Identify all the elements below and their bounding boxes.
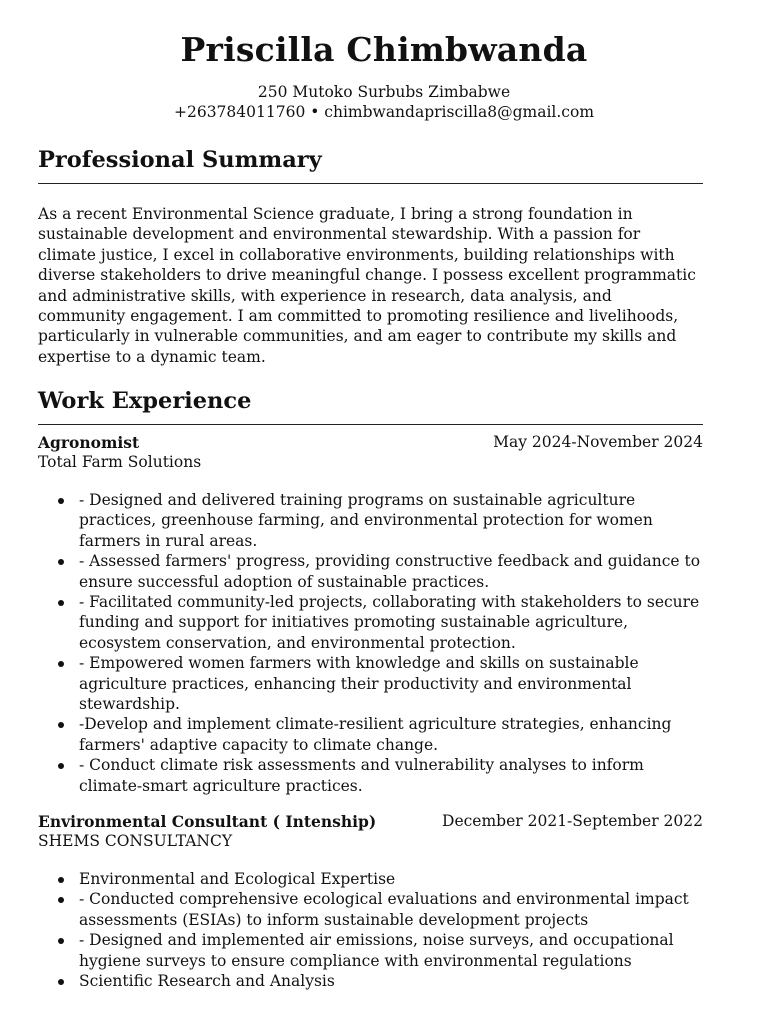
experience-divider [38, 424, 703, 425]
summary-text: As a recent Environmental Science graduate, I bring a strong foundation in sustainable development and environmental stewardship. With a passion for climate justice, I excel in collaborative environments, building relationships with diverse stakeholders to drive meaningful change. I possess excellent programmatic and administrative skills, with experience in research, data analysis, and community engagement. I am committed to promoting resilience and livelihoods, particularly in vulnerable communities, and am eager to contribute my skills and expertise to a dynamic team. [38, 205, 696, 366]
list-item [38, 971, 703, 991]
bullet-icon [58, 600, 64, 606]
job-bullet-list [38, 490, 703, 796]
bullet-icon [58, 938, 64, 944]
job-company: Total Farm Solutions [38, 453, 202, 471]
bullet-text: - Conduct climate risk assessments and vulnerability analyses to inform climate-smart agriculture practices. [79, 756, 644, 795]
list-item [38, 592, 703, 653]
job-dates: December 2021-September 2022 [442, 812, 703, 830]
bullet-text: - Facilitated community-led projects, collaborating with stakeholders to secure funding and support for initiatives promoting sustainable agriculture, ecosystem conservation, and environmental protection. [79, 593, 700, 652]
experience-heading: Work Experience [38, 388, 252, 414]
bullet-text: - Assessed farmers' progress, providing constructive feedback and guidance to ensure successful adoption of sustainable practices. [79, 552, 701, 591]
bullet-icon [58, 763, 64, 769]
summary-divider [38, 183, 703, 184]
list-item [38, 653, 703, 714]
bullet-text: - Empowered women farmers with knowledge and skills on sustainable agriculture practices, enhancing their productivity and environmental stewardship. [79, 654, 639, 714]
list-item [38, 490, 703, 551]
list-item [38, 714, 703, 755]
phone-email-line: +263784011760 • chimbwandapriscilla8@gmail.com [173, 103, 595, 121]
candidate-name: Priscilla Chimbwanda [180, 30, 588, 69]
address-line: 250 Mutoko Surbubs Zimbabwe [257, 83, 511, 101]
job-bullet-list [38, 869, 703, 991]
bullet-text: - Designed and implemented air emissions, noise surveys, and occupational hygiene surveys to ensure compliance with environmental regulations [79, 931, 674, 970]
bullet-icon [58, 498, 64, 504]
summary-heading: Professional Summary [38, 147, 322, 173]
list-item [38, 869, 703, 889]
list-item [38, 755, 703, 796]
bullet-icon [58, 661, 64, 667]
bullet-icon [58, 559, 64, 565]
list-item [38, 889, 703, 930]
bullet-icon [58, 722, 64, 728]
bullet-text: - Designed and delivered training programs on sustainable agriculture practices, greenhouse farming, and environmental protection for women farmers in rural areas. [79, 491, 653, 550]
bullet-text: Scientific Research and Analysis [79, 972, 335, 991]
list-item [38, 930, 703, 971]
job-title: Environmental Consultant ( Intenship) [38, 812, 377, 831]
job-dates: May 2024-November 2024 [493, 433, 703, 451]
bullet-icon [58, 877, 64, 883]
list-item [38, 551, 703, 592]
bullet-text: Environmental and Ecological Expertise [79, 870, 396, 888]
job-title: Agronomist [38, 433, 140, 452]
bullet-text: - Conducted comprehensive ecological evaluations and environmental impact assessments (ESIAs) to inform sustainable development projects [79, 890, 689, 929]
bullet-text: -Develop and implement climate-resilient agriculture strategies, enhancing farmers' adaptive capacity to climate change. [79, 715, 672, 754]
job-company: SHEMS CONSULTANCY [38, 832, 233, 850]
bullet-icon [58, 897, 64, 903]
bullet-icon [58, 979, 64, 985]
